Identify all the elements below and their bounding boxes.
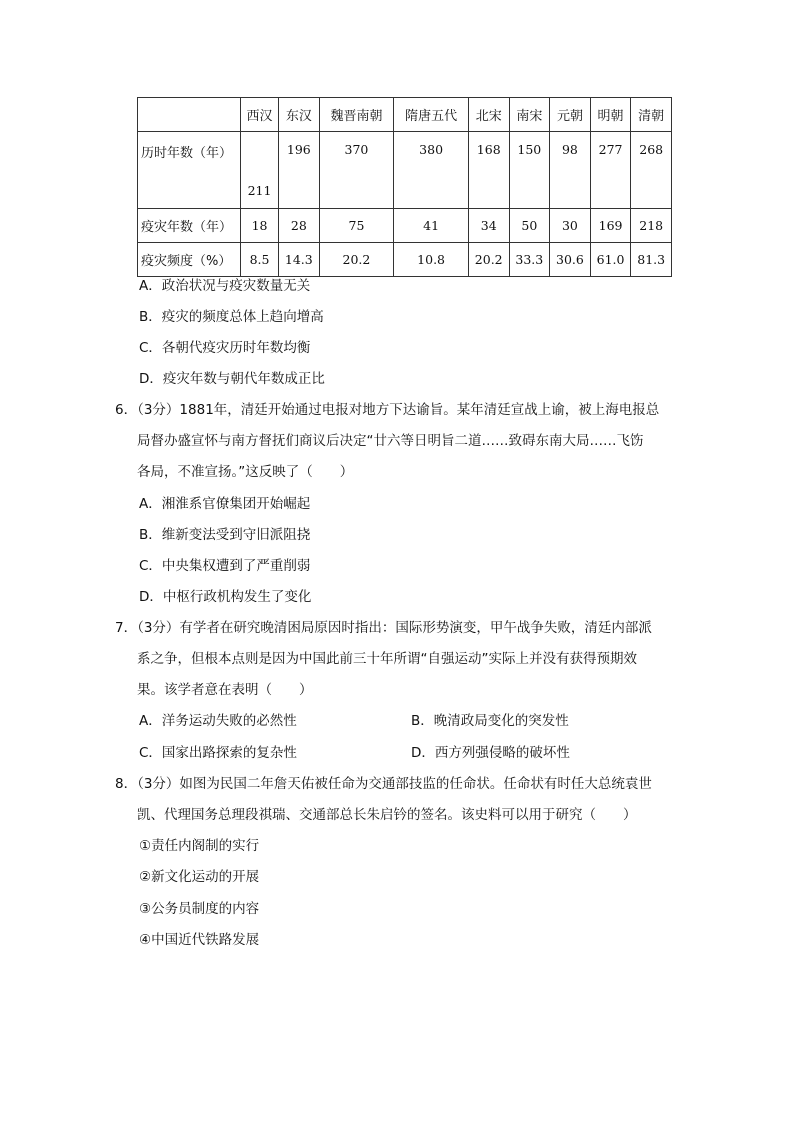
row-label: 疫灾频度（%） (138, 243, 241, 277)
q5-option-a[interactable]: A．政治状况与疫灾数量无关 (139, 278, 311, 294)
q7-option-c[interactable]: C．国家出路探索的复杂性 (139, 745, 297, 761)
table-cell: 81.3 (631, 243, 672, 277)
table-cell: 30.6 (550, 243, 591, 277)
table-cell: 14.3 (279, 243, 320, 277)
q5-option-b[interactable]: B．疫灾的频度总体上趋向增高 (139, 309, 324, 325)
row-label: 历时年数（年） (138, 132, 241, 209)
table-cell: 41 (394, 209, 469, 243)
table-cell: 277 (590, 132, 631, 209)
table-cell: 8.5 (241, 243, 279, 277)
q8-item: ②新文化运动的开展 (139, 869, 260, 885)
table-header-cell: 西汉 (241, 98, 279, 132)
q7-stem-line: 果。该学者意在表明（ ） (137, 682, 313, 698)
q6-option-a[interactable]: A．湘淮系官僚集团开始崛起 (139, 496, 311, 512)
table-cell: 20.2 (468, 243, 509, 277)
q7-option-d[interactable]: D．西方列强侵略的破坏性 (411, 745, 570, 761)
table-header-cell: 东汉 (279, 98, 320, 132)
table-cell: 218 (631, 209, 672, 243)
table-cell: 28 (279, 209, 320, 243)
q6-option-c[interactable]: C．中央集权遭到了严重削弱 (139, 558, 311, 574)
table-cell: 50 (509, 209, 550, 243)
table-cell: 33.3 (509, 243, 550, 277)
table-row (138, 243, 672, 277)
q5-option-c[interactable]: C．各朝代疫灾历时年数均衡 (139, 340, 311, 356)
table-cell: 168 (468, 132, 509, 209)
table-cell: 18 (241, 209, 279, 243)
q7-stem-line: 系之争，但根本点则是因为中国此前三十年所谓“自强运动”实际上并没有获得预期效 (137, 651, 637, 667)
q6-stem-line: 6．（3分）1881年，清廷开始通过电报对地方下达谕旨。某年清廷宣战上谕，被上海电报总 (115, 402, 660, 418)
q7-option-b[interactable]: B．晚清政局变化的突发性 (411, 713, 569, 729)
q8-item: ④中国近代铁路发展 (139, 932, 260, 948)
q8-item: ③公务员制度的内容 (139, 901, 260, 917)
table-cell: 98 (550, 132, 591, 209)
row-label: 疫灾年数（年） (138, 209, 241, 243)
table-cell: 75 (319, 209, 394, 243)
table-cell: 30 (550, 209, 591, 243)
table-cell: 169 (590, 209, 631, 243)
q6-stem-line: 局督办盛宣怀与南方督抚们商议后决定“廿六等日明旨二道……致碍东南大局……飞饬 (137, 433, 644, 449)
table-cell: 20.2 (319, 243, 394, 277)
table-cell: 211 (241, 132, 279, 209)
table-row (138, 209, 672, 243)
q8-stem-line: 凯、代理国务总理段祺瑞、交通部总长朱启钤的签名。该史料可以用于研究（ ） (137, 807, 637, 823)
q8-item: ①责任内阁制的实行 (139, 838, 260, 854)
epidemic-frequency-table (137, 97, 672, 277)
table-corner-cell (138, 98, 241, 132)
table-header-cell: 魏晋南朝 (319, 98, 394, 132)
table-cell: 150 (509, 132, 550, 209)
table-cell: 196 (279, 132, 320, 209)
table-cell: 380 (394, 132, 469, 209)
table-row (138, 132, 672, 209)
q5-option-d[interactable]: D．疫灾年数与朝代年数成正比 (139, 371, 325, 387)
q8-stem-line: 8．（3分）如图为民国二年詹天佑被任命为交通部技监的任命状。任命状有时任大总统袁世 (115, 776, 652, 792)
table-header-cell: 清朝 (631, 98, 672, 132)
table-cell: 61.0 (590, 243, 631, 277)
table-header-cell: 隋唐五代 (394, 98, 469, 132)
table-header-row (138, 98, 672, 132)
table-header-cell: 北宋 (468, 98, 509, 132)
table-header-cell: 明朝 (590, 98, 631, 132)
table-cell: 268 (631, 132, 672, 209)
q6-option-d[interactable]: D．中枢行政机构发生了变化 (139, 589, 312, 605)
q6-option-b[interactable]: B．维新变法受到守旧派阻挠 (139, 527, 311, 543)
q6-stem-line: 各局，不准宣扬。”这反映了（ ） (137, 464, 354, 480)
table-header-cell: 南宋 (509, 98, 550, 132)
table-header-cell: 元朝 (550, 98, 591, 132)
table-cell: 34 (468, 209, 509, 243)
table-cell: 370 (319, 132, 394, 209)
q7-stem-line: 7．（3分）有学者在研究晚清困局原因时指出：国际形势演变，甲午战争失败，清廷内部派 (115, 620, 652, 636)
table-cell: 10.8 (394, 243, 469, 277)
q7-option-a[interactable]: A．洋务运动失败的必然性 (139, 713, 297, 729)
